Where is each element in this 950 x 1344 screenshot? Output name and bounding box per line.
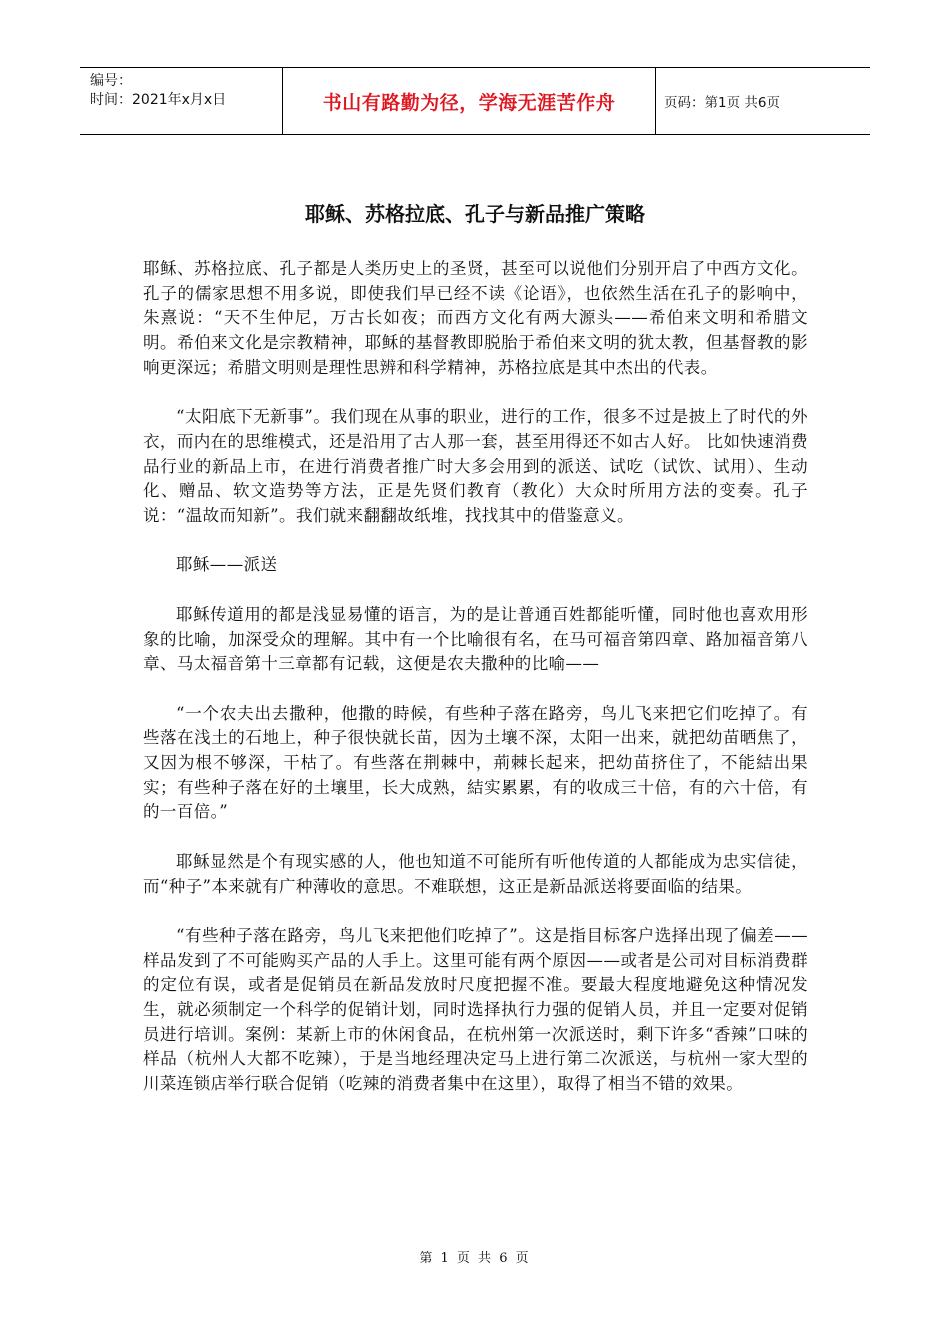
- document-title: 耶稣、苏格拉底、孔子与新品推广策略: [305, 202, 645, 226]
- paragraph: 耶稣显然是个有现实感的人，他也知道不可能所有听他传道的人都能成为忠实信徒，而“种子”本来就有广种薄收的意思。不难联想，这正是新品派送将要面临的结果。: [143, 851, 808, 896]
- motto: 书山有路勤为径，学海无涯苦作舟: [283, 68, 656, 134]
- paragraph: 耶稣传道用的都是浅显易懂的语言，为的是让普通百姓都能听懂，同时他也喜欢用形象的比喻，加深受众的理解。其中有一个比喻很有名，在马可福音第四章、路加福音第八章、马太福音第十三章都有记载，这便是农夫撒种的比喻——: [143, 604, 808, 674]
- paragraph: “太阳底下无新事”。我们现在从事的职业，进行的工作，很多不过是披上了时代的外衣，而内在的思维模式，还是沿用了古人那一套，甚至用得还不如古人好。 比如快速消费品行业的新品上市，在进行消费者推广时大多会用到的派送、试吃（试饮、试用）、生动化、赠品、软文造势等方法，正是先贤们教育（教化）大众时所用方法的变奏。孔子说：“温故而知新”。我们就来翻翻故纸堆，找找其中的借鉴意义。: [143, 407, 808, 526]
- number-label: 编号：: [90, 73, 132, 89]
- section-heading: 耶稣——派送: [176, 555, 278, 575]
- document-body: [143, 257, 808, 1122]
- quote-paragraph: “一个农夫出去撒种，他撒的時候，有些种子落在路旁，鸟儿飞来把它们吃掉了。有些落在浅土的石地上，种子很快就长苗，因为土壤不深，太阳一出来，就把幼苗晒焦了，又因为根不够深，干枯了。有些落在荆棘中，荊棘长起来，把幼苗挤住了，不能結出果实；有些种子落在好的土壤里，长大成熟，結实累累，有的收成三十倍，有的六十倍，有的一百倍。”: [143, 703, 808, 822]
- document-header: [80, 67, 870, 135]
- paragraph: “有些种子落在路旁，鸟儿飞来把他们吃掉了”。这是指目标客户选择出现了偏差——样品发到了不可能购买产品的人手上。这里可能有两个原因——或者是公司对目标消费群的定位有误，或者是促销员在新品发放时尺度把握不准。要最大程度地避免这种情况发生，就必须制定一个科学的促销计划，同时选择执行力强的促销人员，并且一定要对促销员进行培训。案例：某新上市的休闲食品，在杭州第一次派送时，剩下许多“香辣”口味的样品（杭州人大都不吃辣），于是当地经理决定马上进行第二次派送，与杭州一家大型的川菜连锁店举行联合促销（吃辣的消费者集中在这里），取得了相当不错的效果。: [143, 925, 808, 1094]
- date-label: 时间：2021年x月x日: [90, 92, 227, 108]
- page-label: 页码：第1页 共6页: [664, 95, 780, 111]
- paragraph: 耶稣、苏格拉底、孔子都是人类历史上的圣贤，甚至可以说他们分别开启了中西方文化。孔子的儒家思想不用多说，即使我们早已经不读《论语》，也依然生活在孔子的影响中，朱熹说：“天不生仲尼，万古长如夜；而西方文化有两大源头——希伯来文明和希腊文明。希伯来文化是宗教精神，耶稣的基督教即脱胎于希伯来文明的犹太教，但基督教的影响更深远；希腊文明则是理性思辨和科学精神，苏格拉底是其中杰出的代表。: [143, 259, 808, 377]
- page-footer: 第 1 页 共 6 页: [419, 1251, 531, 1266]
- header-meta: [80, 68, 283, 134]
